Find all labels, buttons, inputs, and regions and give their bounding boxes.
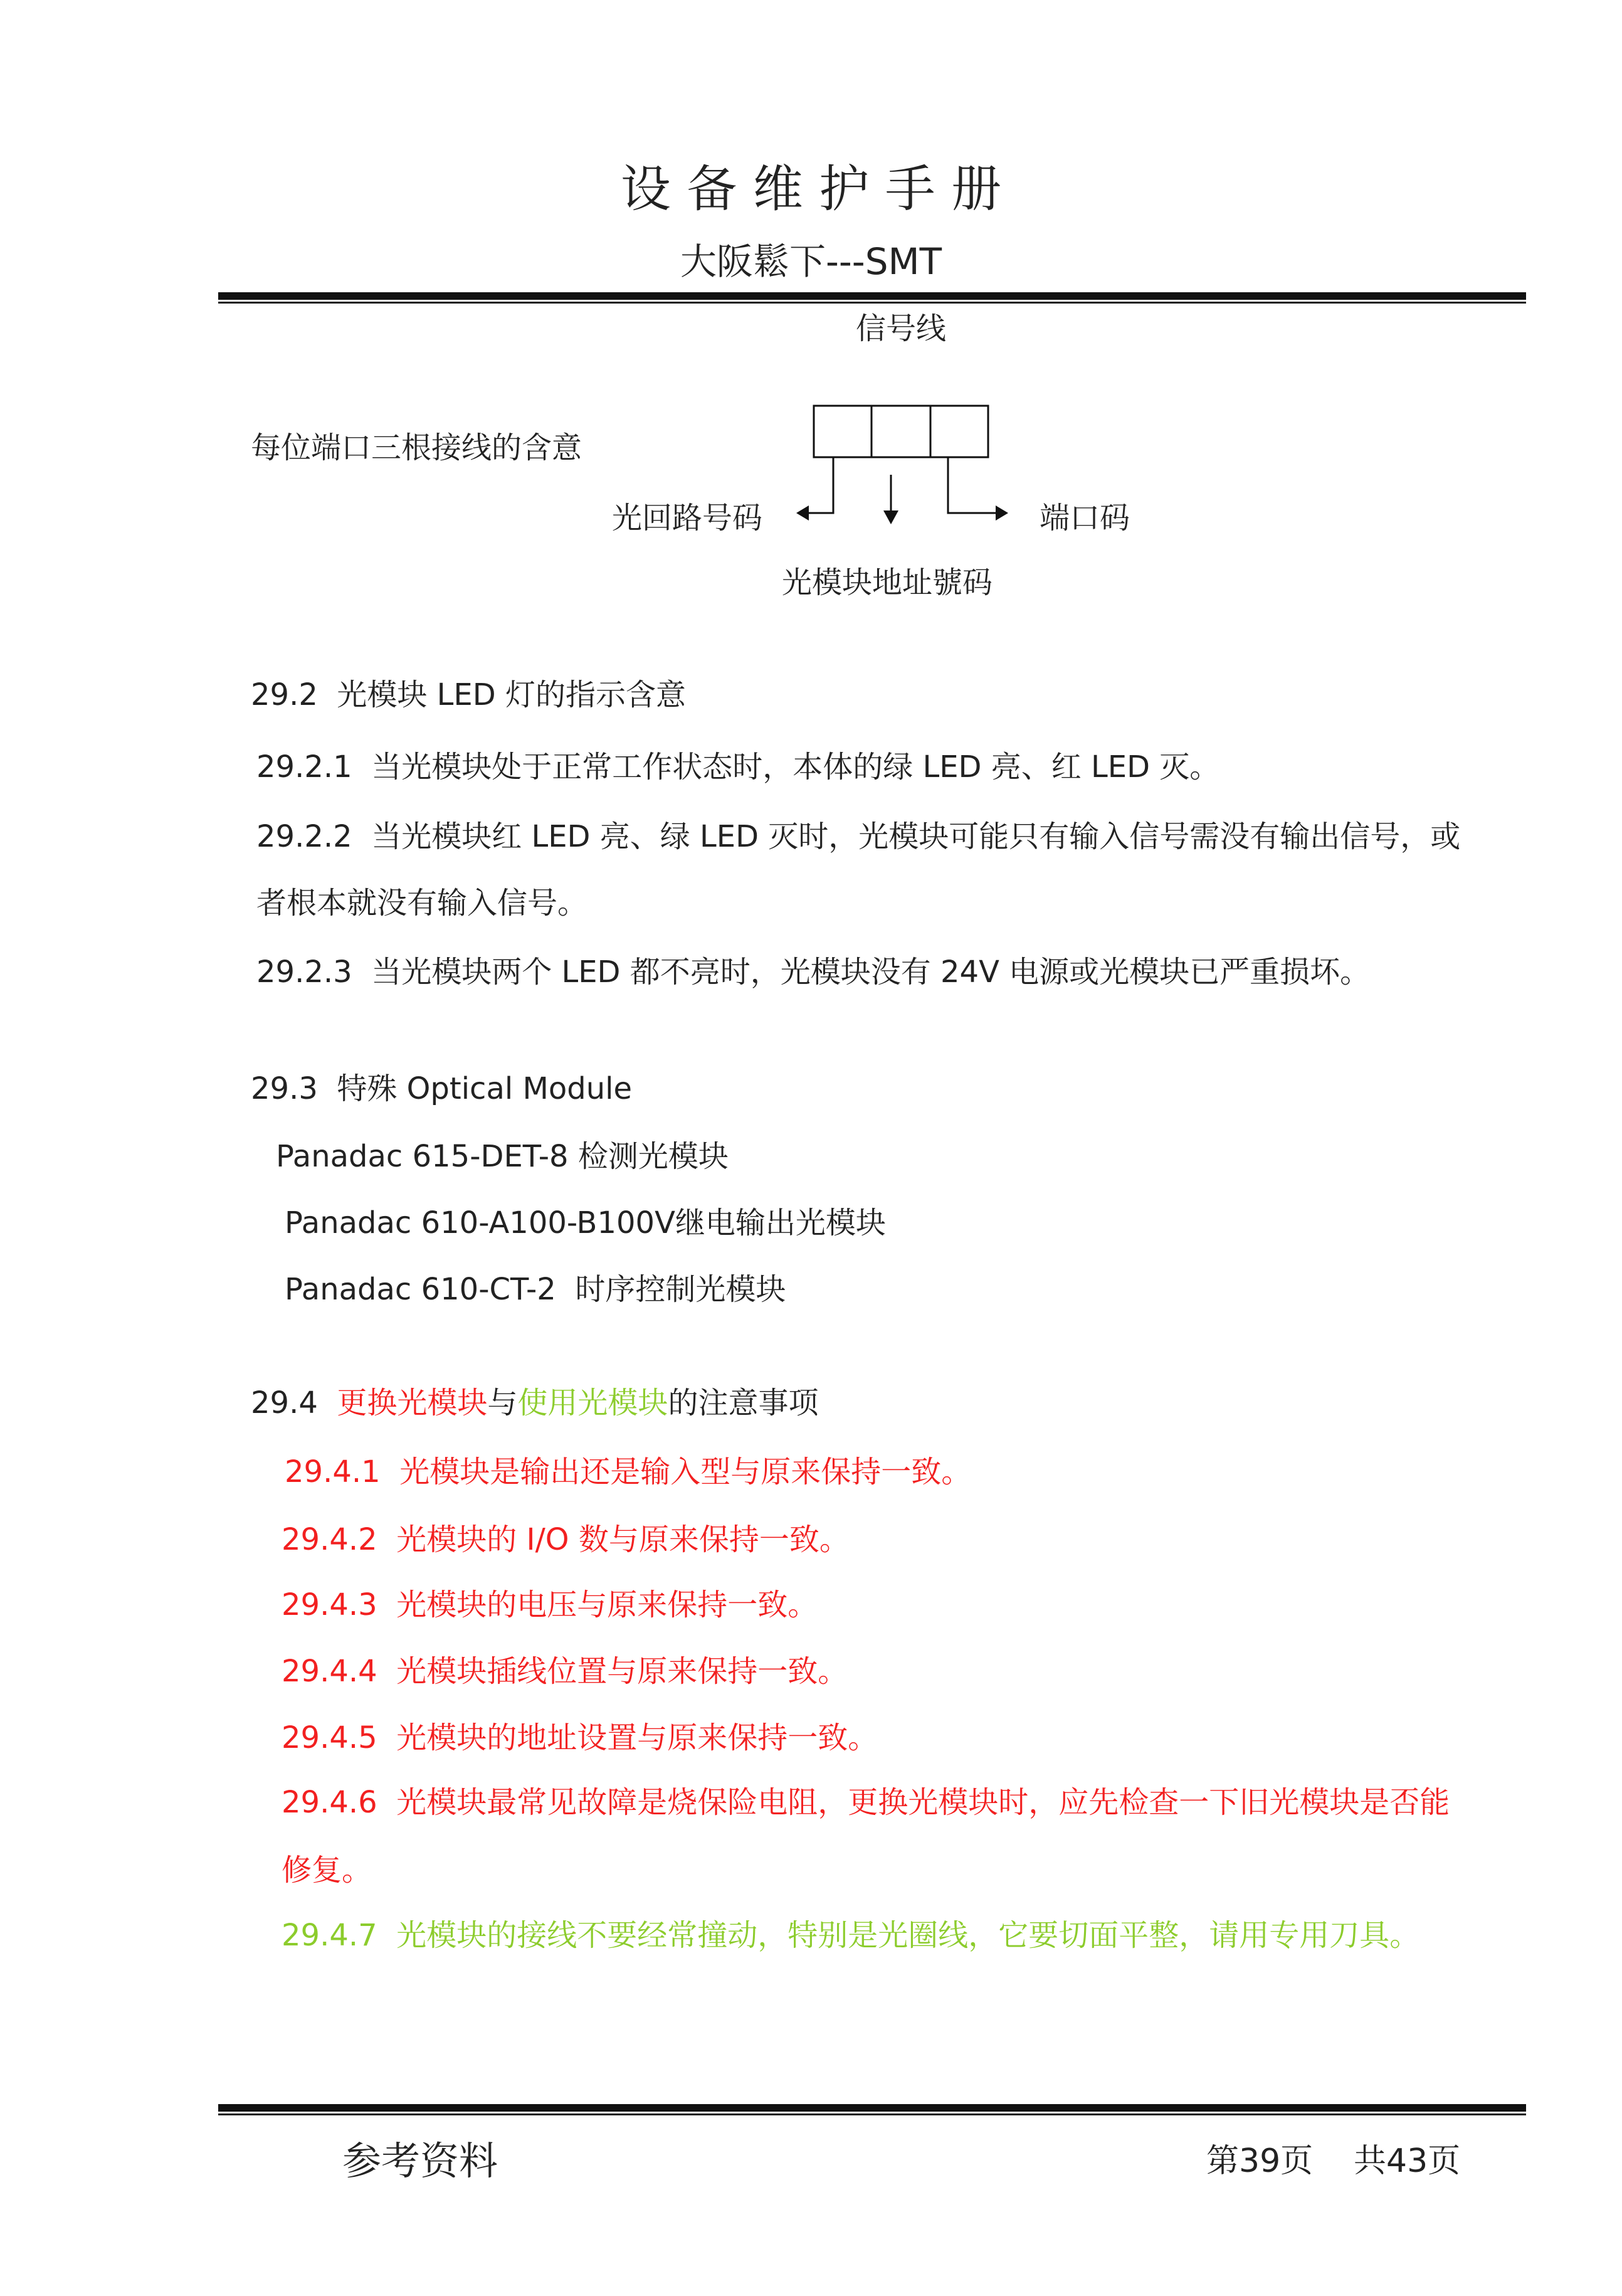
item-29-2-1 [256,749,1220,785]
section-number: 29.3 [251,1071,318,1106]
item-number: 29.2.3 [256,955,352,990]
loop-arrow [806,457,833,513]
item-number: 29.4.5 [282,1720,377,1755]
item-number: 29.4.3 [282,1587,377,1622]
item-text: 当光模块处于正常工作状态时，本体的绿 LED 亮、红 LED 灭。 [371,749,1220,785]
module-item: Panadac 610-A100-B100V继电输出光模块 [285,1205,886,1241]
meaning-label: 每位端口三根接线的含意 [251,430,582,465]
section-number: 29.4 [251,1385,318,1420]
page-subtitle: 大阪鬆下---SMT [680,240,942,283]
item-29-4-6-cont: 修复。 [282,1853,372,1888]
item-number: 29.2.2 [256,819,352,854]
title-red-part: 更换光模块 [337,1385,488,1420]
module-item: Panadac 615-DET-8 检测光模块 [276,1139,729,1174]
section-29-4-heading [251,1385,819,1420]
item-text: 光模块最常见故障是烧保险电阻，更换光模块时，应先检查一下旧光模块是否能 [396,1785,1450,1820]
section-29-3-heading [251,1071,632,1106]
port-wiring-diagram [0,0,1622,627]
item-number: 29.4.2 [282,1522,377,1557]
module-address-label: 光模块地址號码 [782,565,993,600]
title-end-part: 的注意事项 [668,1385,819,1420]
item-29-2-3 [256,955,1371,990]
module-item: Panadac 610-CT-2 时序控制光模块 [285,1272,786,1307]
item-text: 光模块的 I/O 数与原来保持一致。 [396,1522,850,1557]
item-text: 光模块的地址设置与原来保持一致。 [396,1720,878,1755]
loop-number-label: 光回路号码 [612,500,763,536]
item-29-4-3 [282,1587,818,1622]
item-number: 29.2.1 [256,749,352,785]
section-title: 特殊 Optical Module [337,1071,632,1106]
section-29-2-heading [251,677,686,712]
port-arrow [948,457,997,513]
section-number: 29.2 [251,677,318,712]
footer-page-number: 第39页 [1206,2142,1314,2180]
item-text: 当光模块红 LED 亮、绿 LED 灭时，光模块可能只有输入信号需没有输出信号，或 [371,819,1461,854]
item-29-2-2-cont: 者根本就没有输入信号。 [256,886,588,921]
item-text: 光模块的电压与原来保持一致。 [396,1587,818,1622]
item-number: 29.4.4 [282,1654,377,1689]
footer-reference: 参考资料 [342,2138,498,2184]
item-number: 29.4.6 [282,1785,377,1820]
item-29-4-5 [282,1720,878,1755]
item-text: 光模块插线位置与原来保持一致。 [396,1654,848,1689]
item-text: 光模块的接线不要经常撞动，特别是光圈线，它要切面平整，请用专用刀具。 [396,1918,1420,1953]
item-text: 当光模块两个 LED 都不亮时，光模块没有 24V 电源或光模块已严重损坏。 [371,955,1371,990]
item-number: 29.4.7 [282,1918,377,1953]
item-29-4-1 [285,1454,972,1489]
item-number: 29.4.1 [285,1454,381,1489]
port-code-label: 端口码 [1040,500,1130,536]
item-text: 光模块是输出还是输入型与原来保持一致。 [399,1454,972,1489]
port-box [814,406,988,457]
item-29-4-2 [282,1522,850,1557]
page-title: 设 备 维 护 手 册 [620,160,1002,218]
item-29-4-7 [282,1918,1420,1953]
item-29-4-4 [282,1654,848,1689]
item-29-2-2 [256,819,1461,854]
title-green-part: 使用光模块 [517,1385,668,1420]
footer-page-total: 共43页 [1354,2142,1461,2180]
item-29-4-6 [282,1785,1450,1820]
signal-line-label: 信号线 [856,311,947,346]
footer-rule [218,2104,1526,2115]
section-title: 光模块 LED 灯的指示含意 [337,677,686,712]
title-mid-part: 与 [487,1385,518,1420]
